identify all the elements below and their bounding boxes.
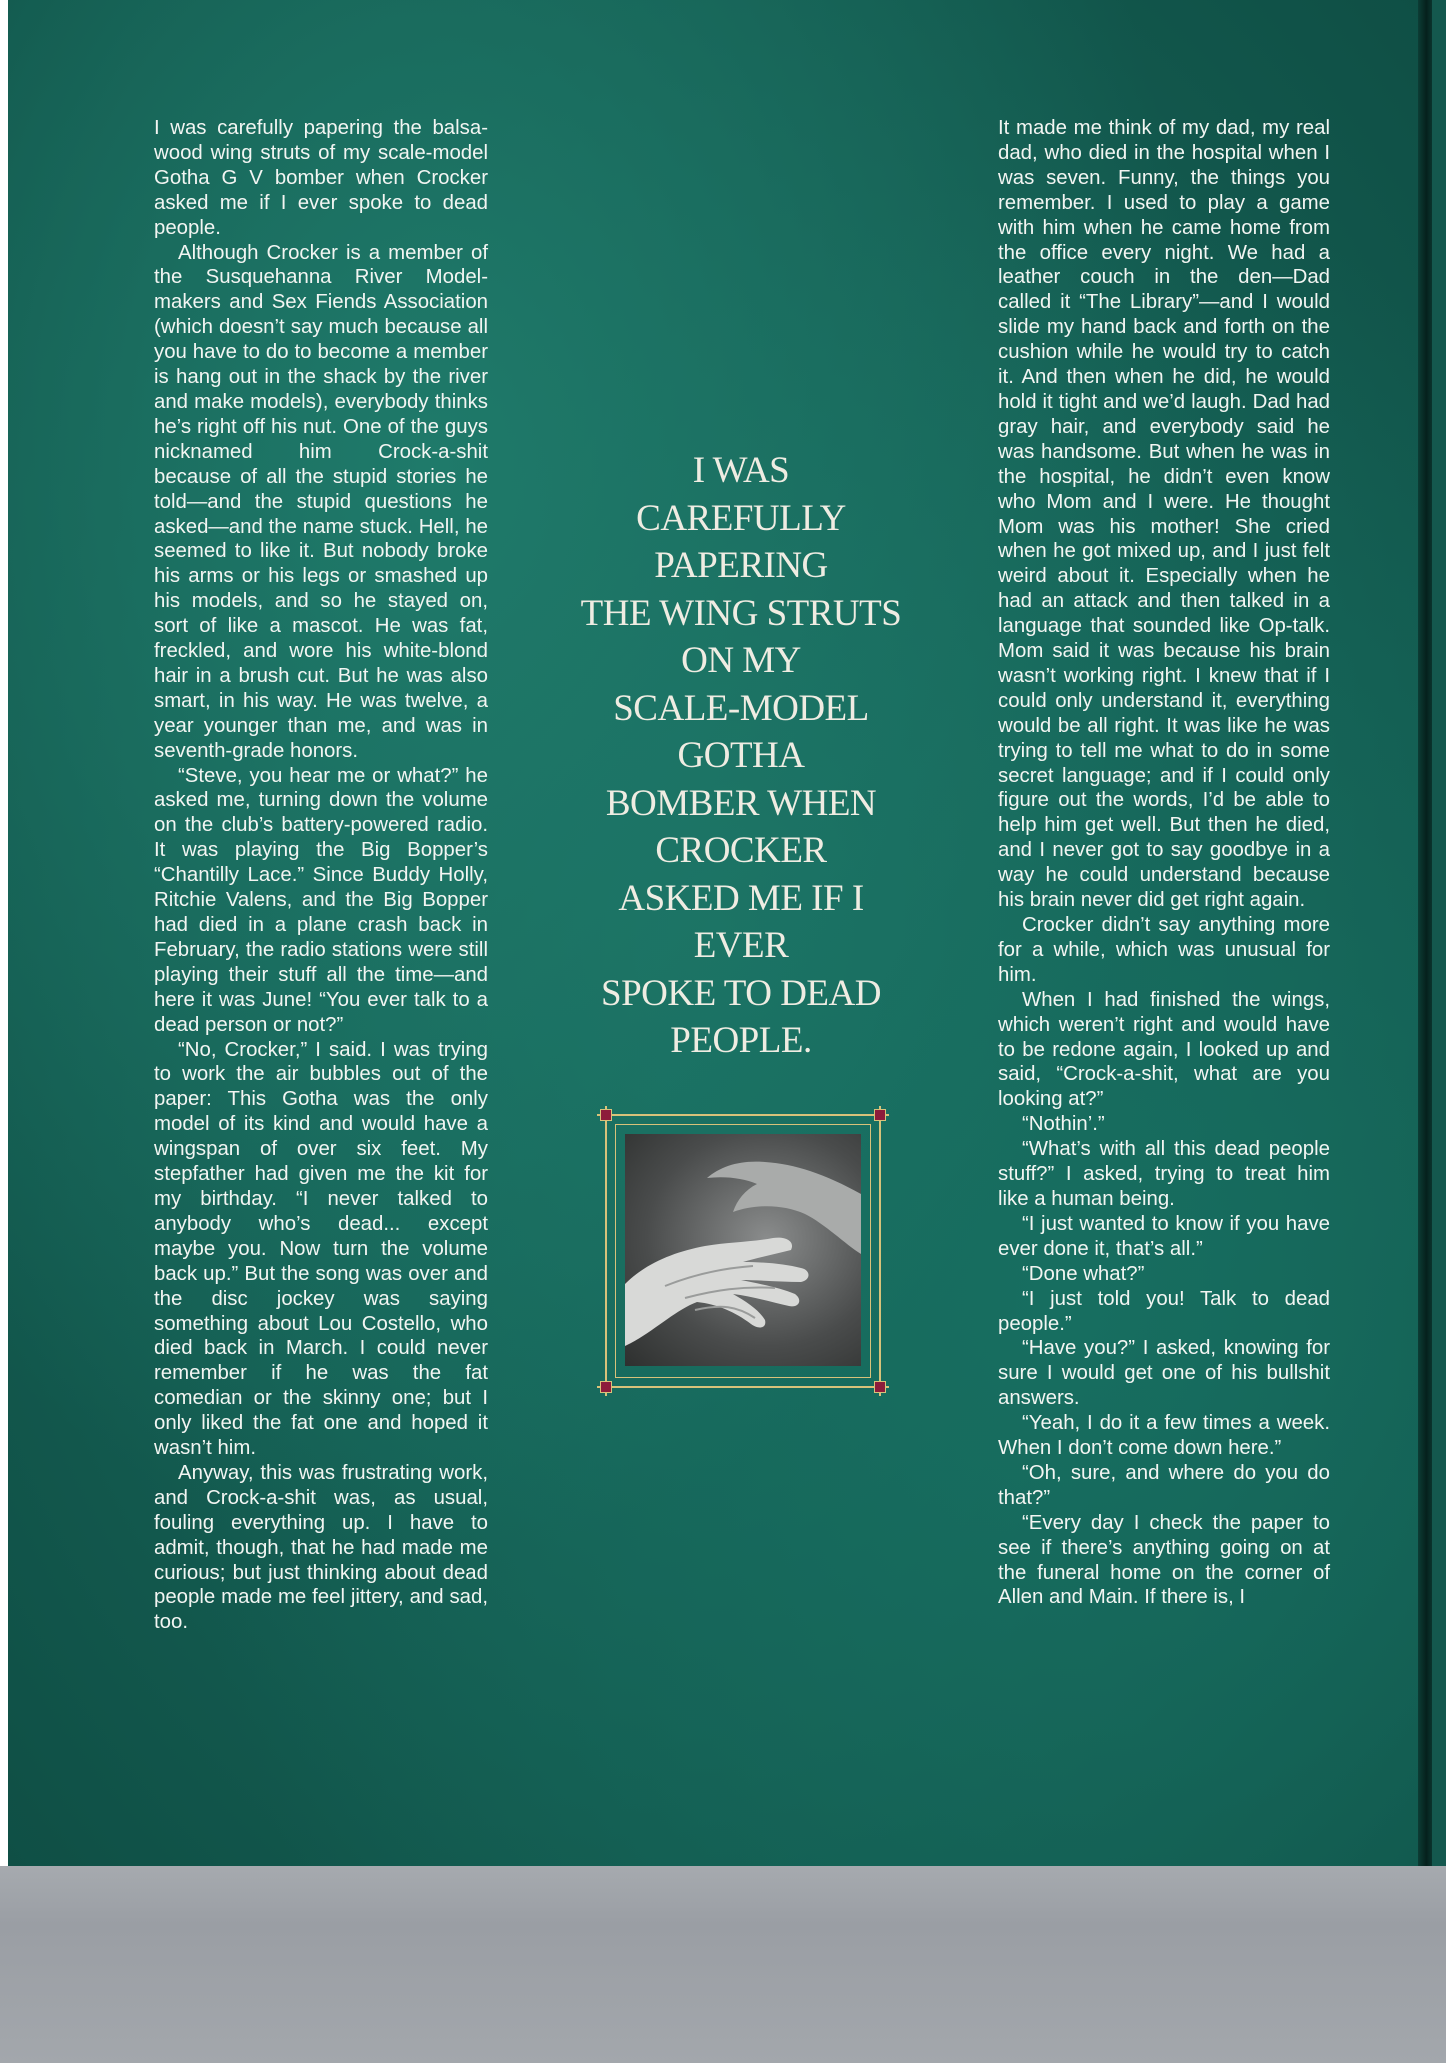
page-spine (1418, 0, 1432, 1866)
pull-quote-line: PAPERING (654, 545, 828, 586)
pull-quote-line: GOTHA (677, 735, 805, 776)
scanner-background (0, 1866, 1446, 2063)
corner-ornament (875, 1110, 885, 1120)
pull-quote-line: SPOKE TO DEAD (601, 972, 881, 1014)
pull-quote-line: ON MY (681, 640, 801, 681)
next-page-edge (1432, 0, 1446, 1866)
paragraph: Crocker didn’t say anything more for a while, which was unusual for him. (998, 914, 1330, 986)
paragraph: “I just wanted to know if you have ever done it, that’s all.” (998, 1212, 1330, 1260)
pull-quote-line: I WAS (692, 450, 790, 491)
pull-quote-line: EVER (693, 925, 789, 966)
corner-ornament (601, 1382, 611, 1392)
pull-quote-line: PEOPLE. (670, 1020, 812, 1061)
paragraph: “Steve, you hear me or what?” he asked me, turning down the volume on the club’s battery-powered radio. It was playing the Big Bopper’s “Chantilly Lace.” Since Buddy Holly, Ritchie Valens, and the Big Bopper had died in a plane crash back in February, the radio stations were still playing their stuff all the time—and here it was June! “You ever talk to a dead person or not?” (154, 764, 488, 1036)
paragraph: “I just told you! Talk to dead people.” (998, 1287, 1330, 1335)
left-text-column (154, 116, 488, 1635)
pull-quote-line: CROCKER (655, 830, 827, 871)
paragraph: I was carefully papering the balsa-wood wing struts of my scale-model Gotha G V bomber when Crocker asked me if I ever spoke to dead people. (154, 117, 488, 239)
hands-photo (625, 1134, 861, 1366)
paragraph: Anyway, this was frustrating work, and Crock-a-shit was, as usual, fouling everything up. I have to admit, though, that he had made me curious; but just thinking about dead people made me feel jittery, and sad, too. (154, 1461, 488, 1634)
paragraph: “Done what?” (1022, 1262, 1145, 1285)
paragraph: Although Crocker is a member of the Susquehanna River Model-makers and Sex Fiends Association (which doesn’t say much because all you have to do to become a member is hang out in the shack by the river and make models), everybody thinks he’s right off his nut. One of the guys nicknamed him Crock-a-shit because of all the stupid stories he told—and the stupid questions he asked—and the name stuck. Hell, he seemed to like it. But nobody broke his arms or his legs or smashed up his models, and so he stayed on, sort of like a mascot. He was fat, freckled, and wore his white-blond hair in a brush cut. But he was also smart, in his way. He was twelve, a year younger than me, and was in seventh-grade honors. (154, 241, 488, 762)
paragraph: “What’s with all this dead people stuff?” I asked, trying to treat him like a human being. (998, 1138, 1330, 1210)
corner-ornament (601, 1110, 611, 1120)
right-text-column (998, 116, 1330, 1610)
paragraph: It made me think of my dad, my real dad, who died in the hospital when I was seven. Funny, the things you remember. I used to play a game with him when he came home from the office every night. We had a leather couch in the den—Dad called it “The Library”—and I would slide my hand back and forth on the cushion while he would try to catch it. And then when he did, he would hold it tight and we’d laugh. Dad had gray hair, and everybody said he was handsome. But when he was in the hospital, he didn’t even know who Mom and I were. He thought Mom was his mother! She cried when he got mixed up, and I just felt weird about it. Especially when he had an attack and then talked in a language that sounded like Op-talk. Mom said it was because his brain wasn’t working right. I knew that if I could only understand it, everything would be all right. It was like he was trying to tell me what to do in some secret language; and if I could only figure out the words, I’d be able to help him get well. But then he died, and I never got to say goodbye in a way he could understand because his brain never did get right again. (998, 117, 1330, 912)
pull-quote-line: THE WING STRUTS (580, 592, 902, 634)
paragraph: “Yeah, I do it a few times a week. When I don’t come down here.” (998, 1412, 1330, 1460)
pull-quote-line: SCALE-MODEL (613, 687, 869, 729)
pull-quote-line: ASKED ME IF I (618, 877, 864, 919)
corner-ornament (875, 1382, 885, 1392)
magazine-page (8, 0, 1422, 1866)
pull-quote-line: CAREFULLY (636, 497, 846, 539)
image-frame (597, 1106, 889, 1396)
pull-quote (556, 447, 926, 1065)
paragraph: “Nothin’.” (1022, 1113, 1105, 1136)
paragraph: “Oh, sure, and where do you do that?” (998, 1461, 1330, 1509)
paragraph: “Every day I check the paper to see if there’s anything going on at the funeral home on the corner of Allen and Main. If there is, I (998, 1511, 1330, 1609)
paragraph: “Have you?” I asked, knowing for sure I would get one of his bullshit answers. (998, 1337, 1330, 1410)
paragraph: “No, Crocker,” I said. I was trying to work the air bubbles out of the paper: This Gotha was the only model of its kind and would have a wingspan of over six feet. My stepfather had given me the kit for my birthday. “I never talked to anybody who’s dead... except maybe you. Now turn the volume back up.” But the song was over and the disc jockey was saying something about Lou Costello, who died back in March. I could never remember if he was the fat comedian or the skinny one; but I only liked the fat one and hoped it wasn’t him. (154, 1038, 488, 1460)
hands-illustration (625, 1134, 861, 1366)
paragraph: When I had finished the wings, which weren’t right and would have to be redone again, I looked up and said, “Crock-a-shit, what are you looking at?” (998, 988, 1330, 1111)
pull-quote-line: BOMBER WHEN (605, 782, 877, 824)
